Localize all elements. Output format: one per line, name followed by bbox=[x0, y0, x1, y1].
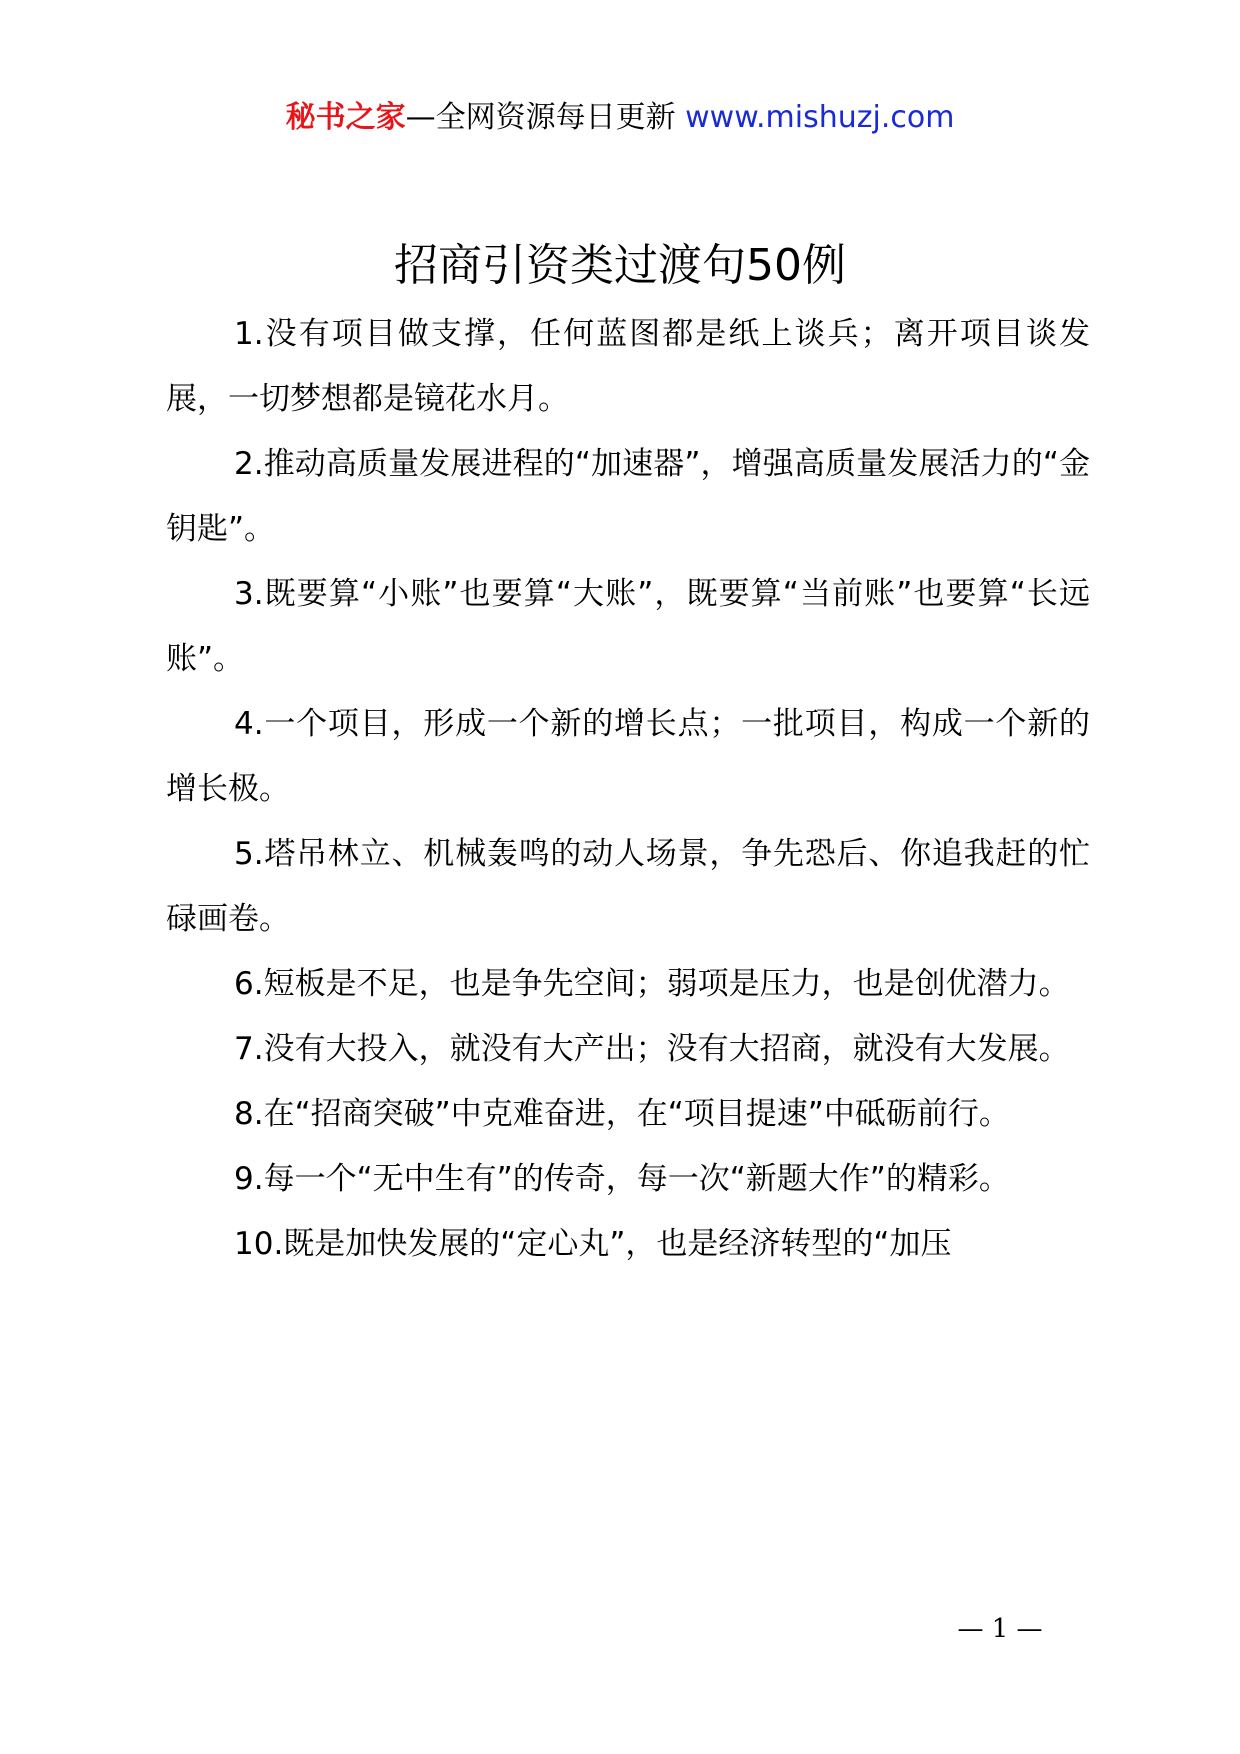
site-url-link[interactable]: www.mishuzj.com bbox=[685, 100, 955, 135]
paragraph-2: 2.推动高质量发展进程的“加速器”，增强高质量发展活力的“金钥匙”。 bbox=[166, 446, 1090, 547]
paragraph-4: 4.一个项目，形成一个新的增长点；一批项目，构成一个新的增长极。 bbox=[166, 706, 1090, 807]
site-banner bbox=[0, 98, 1240, 138]
paragraph-3: 3.既要算“小账”也要算“大账”，既要算“当前账”也要算“长远账”。 bbox=[166, 576, 1090, 677]
paragraph-9: 9.每一个“无中生有”的传奇，每一次“新题大作”的精彩。 bbox=[234, 1161, 1010, 1197]
paragraph-7: 7.没有大投入，就没有大产出；没有大招商，就没有大发展。 bbox=[234, 1031, 1070, 1067]
paragraph-1: 1.没有项目做支撑，任何蓝图都是纸上谈兵；离开项目谈发展，一切梦想都是镜花水月。 bbox=[166, 316, 1090, 417]
paragraph-5: 5.塔吊林立、机械轰鸣的动人场景，争先恐后、你追我赶的忙碌画卷。 bbox=[166, 836, 1090, 937]
paragraph-10: 10.既是加快发展的“定心丸”，也是经济转型的“加压 bbox=[234, 1226, 952, 1262]
banner-tagline: —全网资源每日更新 bbox=[405, 100, 686, 135]
document-body bbox=[166, 302, 1090, 1277]
page-number: — 1 — bbox=[957, 1614, 1043, 1644]
paragraph-8: 8.在“招商突破”中克难奋进，在“项目提速”中砥砺前行。 bbox=[234, 1096, 1010, 1132]
document-title: 招商引资类过渡句50例 bbox=[394, 240, 846, 291]
brand-name: 秘书之家 bbox=[285, 100, 406, 135]
paragraph-6: 6.短板是不足，也是争先空间；弱项是压力，也是创优潜力。 bbox=[234, 966, 1070, 1002]
